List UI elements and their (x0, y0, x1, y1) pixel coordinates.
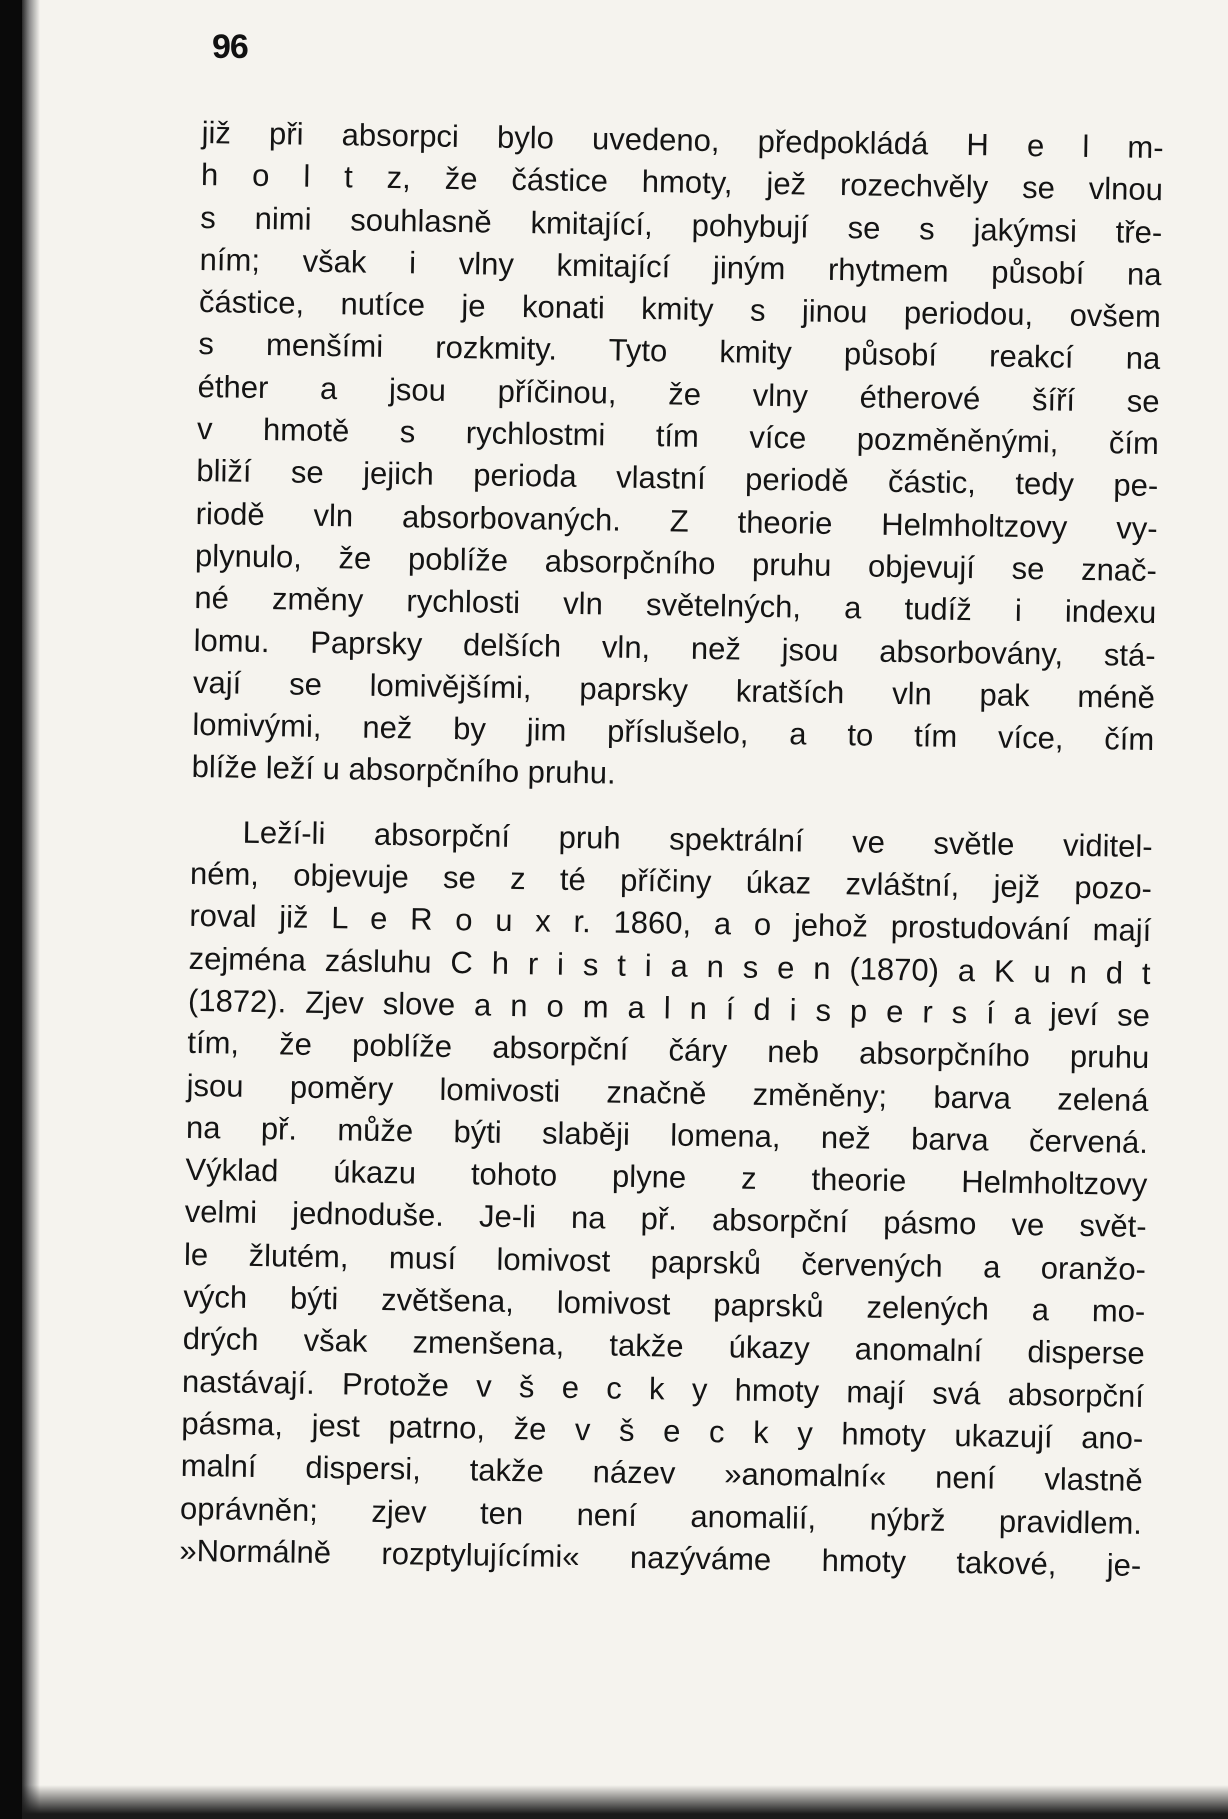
text-line: s menšími rozkmity. Tyto kmity působí reakcí na (198, 326, 1161, 377)
text-line: »Normálně rozptylujícími« nazýváme hmoty takové, je- (179, 1532, 1142, 1583)
text-line: (1872). Zjev slove a n o m a l n í d i s p e r s í a jeví se (187, 982, 1151, 1033)
text-line: v hmotě s rychlostmi tím více pozměněnými, čím (196, 411, 1160, 462)
text-line: éther a jsou příčinou, že vlny étherové šíří se (197, 368, 1160, 419)
text-line: již při absorpci bylo uvedeno, předpokládá H e l m- (201, 114, 1164, 166)
text-line: ném, objevuje se z té příčiny úkaz zvláštní, jejž pozo- (189, 855, 1153, 907)
text-line: le žlutém, musí lomivost paprsků červených a oranžo- (183, 1236, 1147, 1287)
text-line: zejména zásluhu C h r i s t i a n s e n (1870) a K u n d t (188, 940, 1151, 991)
paragraph-2 (179, 811, 1153, 1587)
text-line: lomu. Paprsky delších vln, než jsou absorbovány, stá- (193, 622, 1156, 673)
book-page (22, 0, 1228, 1819)
text-line: vých býti zvětšena, lomivost paprsků zelených a mo- (183, 1278, 1146, 1329)
text-line: Leží-li absorpční pruh spektrální ve světle viditel- (242, 814, 1153, 864)
text-line: velmi jednoduše. Je-li na př. absorpční pásmo ve svět- (184, 1194, 1147, 1245)
paragraph-1 (191, 112, 1164, 804)
text-line: nastávají. Protože v š e c k y hmoty mají svá absorpční (181, 1363, 1145, 1414)
body-text (179, 112, 1164, 1587)
text-line: malní dispersi, takže název »anomalní« není vlastně (180, 1448, 1143, 1499)
page-bottom-shadow (22, 1785, 1228, 1819)
text-line: ním; však i vlny kmitající jiným rhytmem působí na (199, 241, 1162, 292)
text-line: s nimi souhlasně kmitající, pohybují se s jakýmsi tře- (200, 199, 1163, 250)
text-line: na př. může býti slaběji lomena, než barva červená. (185, 1109, 1149, 1160)
text-line: bliží se jejich perioda vlastní periodě částic, tedy pe- (196, 453, 1159, 504)
text-line: roval již L e R o u x r. 1860, a o jehož prostudování mají (189, 898, 1152, 949)
text-line: pásma, jest patrno, že v š e c k y hmoty ukazují ano- (181, 1405, 1144, 1456)
text-line: částice, nutíce je konati kmity s jinou periodou, ovšem (198, 284, 1162, 335)
page-number: 96 (212, 28, 248, 66)
text-line: tím, že poblíže absorpční čáry neb absorpčního pruhu (187, 1025, 1150, 1076)
text-line: h o l t z, že částice hmoty, jež rozechvěly se vlnou (200, 157, 1164, 208)
text-line: vají se lomivějšími, paprsky kratších vln pak méně (192, 664, 1156, 715)
text-line: riodě vln absorbovaných. Z theorie Helmholtzovy vy- (195, 495, 1158, 546)
text-line: plynulo, že poblíže absorpčního pruhu objevují se znač- (194, 537, 1158, 589)
text-line: blíže leží u absorpčního pruhu. (191, 749, 616, 792)
text-line: Výklad úkazu tohoto plyne z theorie Helmholtzovy (185, 1151, 1148, 1203)
text-line: lomivými, než by jim příslušelo, a to tím více, čím (192, 707, 1155, 758)
text-line: drých však zmenšena, takže úkazy anomalní disperse (182, 1321, 1145, 1372)
text-line: né změny rychlosti vln světelných, a tudíž i indexu (194, 580, 1157, 631)
text-line: oprávněn; zjev ten není anomalií, nýbrž pravidlem. (179, 1490, 1143, 1541)
text-line: jsou poměry lomivosti značně změněny; barva zelená (186, 1067, 1149, 1118)
